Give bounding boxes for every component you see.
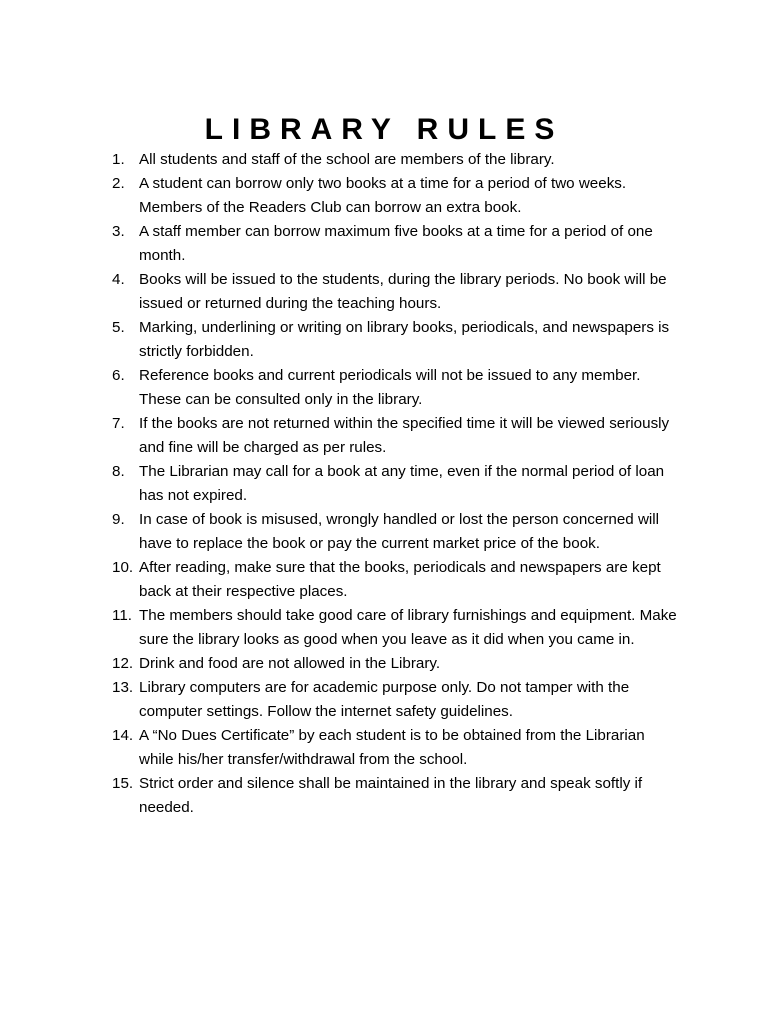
rule-text: All students and staff of the school are members of the library. [139,151,555,168]
rule-text: Books will be issued to the students, during the library periods. No book will be issued or returned during the teaching hours. [139,271,667,312]
rule-number: 6. [112,367,125,384]
rule-number: 7. [112,415,125,432]
rule-item [112,676,682,724]
rule-item [112,460,682,508]
rule-text: Drink and food are not allowed in the Library. [139,655,441,672]
rule-number: 11. [112,607,132,624]
rule-item [112,268,682,316]
rule-item [112,772,682,820]
rule-text: After reading, make sure that the books, periodicals and newspapers are kept back at their respective places. [139,559,661,600]
rule-item [112,724,682,772]
rule-number: 4. [112,271,125,288]
rule-item [112,316,682,364]
rule-number: 15. [112,775,134,792]
rule-text: Marking, underlining or writing on library books, periodicals, and newspapers is strictly forbidden. [139,319,670,360]
rule-item [112,556,682,604]
rule-number: 8. [112,463,125,480]
rule-text: The Librarian may call for a book at any time, even if the normal period of loan has not expired. [139,463,665,504]
rule-number: 13. [112,679,134,696]
rule-item [112,412,682,460]
rule-number: 5. [112,319,125,336]
rule-text: A student can borrow only two books at a time for a period of two weeks. Members of the Readers Club can borrow an extra book. [139,175,627,216]
rule-text: A “No Dues Certificate” by each student is to be obtained from the Librarian while his/her transfer/withdrawal from the school. [139,727,645,768]
rule-number: 14. [112,727,134,744]
rules-list [112,148,682,820]
rule-item [112,172,682,220]
rule-text: Reference books and current periodicals will not be issued to any member. These can be consulted only in the library. [139,367,641,408]
rule-number: 10. [112,559,134,576]
rule-number: 12. [112,655,134,672]
rule-item [112,604,682,652]
rule-text: Library computers are for academic purpose only. Do not tamper with the computer settings. Follow the internet safety guidelines. [139,679,630,720]
rule-text: Strict order and silence shall be maintained in the library and speak softly if needed. [139,775,643,816]
rule-item [112,508,682,556]
page-title: LIBRARY RULES [204,113,564,147]
rule-item [112,364,682,412]
rule-number: 9. [112,511,125,528]
rule-number: 1. [112,151,125,168]
rule-text: A staff member can borrow maximum five books at a time for a period of one month. [139,223,653,264]
rule-text: If the books are not returned within the specified time it will be viewed seriously and fine will be charged as per rules. [139,415,670,456]
rule-item [112,652,682,676]
rule-text: In case of book is misused, wrongly handled or lost the person concerned will have to replace the book or pay the current market price of the book. [139,511,660,552]
rule-number: 2. [112,175,125,192]
rule-item [112,148,682,172]
rule-number: 3. [112,223,125,240]
rule-item [112,220,682,268]
rule-text: The members should take good care of library furnishings and equipment. Make sure the library looks as good when you leave as it did when you came in. [139,607,677,648]
